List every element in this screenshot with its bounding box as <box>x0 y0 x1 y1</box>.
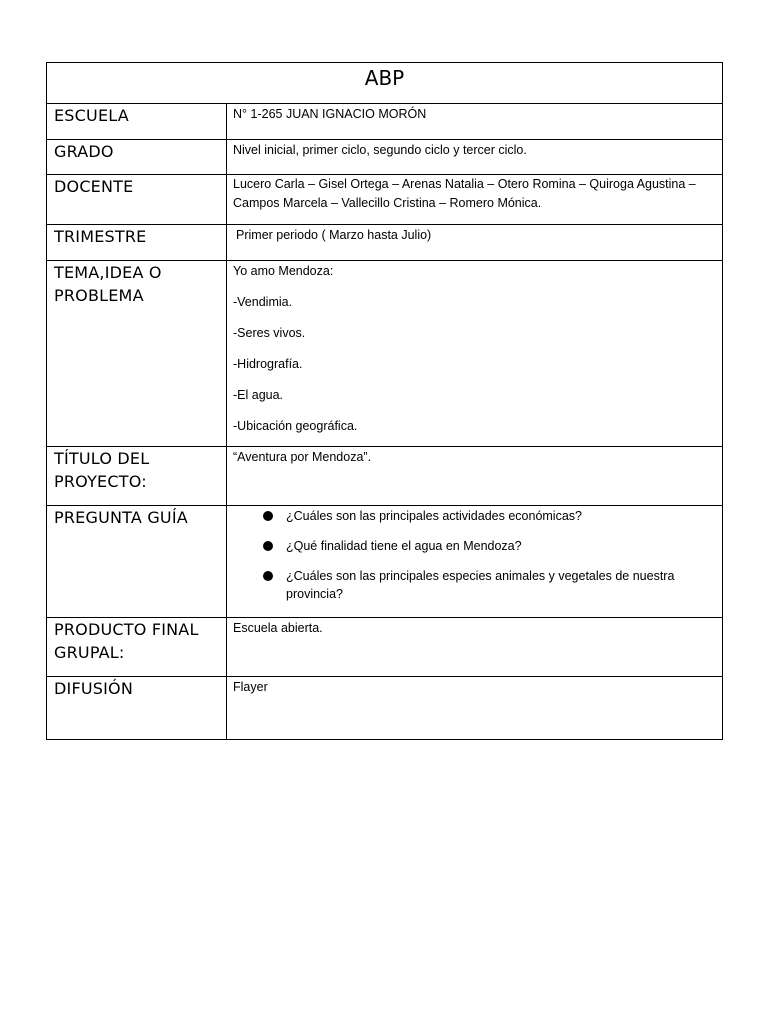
tema-line: -Vendimia. <box>233 295 293 309</box>
trimestre-row <box>47 225 723 261</box>
bullet-icon <box>263 541 273 551</box>
tema-line: -Ubicación geográfica. <box>233 419 358 433</box>
bullet-icon <box>263 571 273 581</box>
pregunta-list <box>233 507 716 603</box>
difusion-value: Flayer <box>227 677 723 740</box>
tema-line: -Seres vivos. <box>233 326 306 340</box>
escuela-value: N° 1-265 JUAN IGNACIO MORÓN <box>227 104 723 140</box>
tema-label-line-1: TEMA,IDEA O <box>54 263 162 282</box>
tema-line: -Hidrografía. <box>233 357 303 371</box>
tema-label <box>47 261 227 447</box>
producto-value: Escuela abierta. <box>227 618 723 677</box>
titulo-value: “Aventura por Mendoza”. <box>227 447 723 506</box>
tema-label-line-2: PROBLEMA <box>54 286 144 305</box>
pregunta-item-text: ¿Qué finalidad tiene el agua en Mendoza? <box>286 539 522 553</box>
trimestre-label: TRIMESTRE <box>47 225 227 261</box>
docente-label: DOCENTE <box>47 175 227 225</box>
producto-label <box>47 618 227 677</box>
document-title: ABP <box>47 63 723 104</box>
tema-value <box>227 261 723 447</box>
escuela-row <box>47 104 723 140</box>
pregunta-value <box>227 506 723 618</box>
list-item <box>260 537 716 555</box>
tema-line: -El agua. <box>233 388 284 402</box>
tema-line: Yo amo Mendoza: <box>233 264 334 278</box>
producto-label-line-2: GRUPAL: <box>54 643 125 662</box>
pregunta-item-text: ¿Cuáles son las principales especies animales y vegetales de nuestra provincia? <box>286 569 675 601</box>
grado-row <box>47 140 723 175</box>
pregunta-row <box>47 506 723 618</box>
trimestre-value-cell <box>227 225 723 261</box>
grado-label: GRADO <box>47 140 227 175</box>
titulo-label-line-2: PROYECTO: <box>54 472 147 491</box>
list-item <box>260 507 716 525</box>
titulo-label-line-1: TÍTULO DEL <box>54 449 150 468</box>
producto-row <box>47 618 723 677</box>
titulo-row <box>47 447 723 506</box>
escuela-label: ESCUELA <box>47 104 227 140</box>
docente-row <box>47 175 723 225</box>
list-item <box>260 567 716 603</box>
bullet-icon <box>263 511 273 521</box>
difusion-row <box>47 677 723 740</box>
producto-label-line-1: PRODUCTO FINAL <box>54 620 199 639</box>
titulo-label <box>47 447 227 506</box>
grado-value: Nivel inicial, primer ciclo, segundo ciclo y tercer ciclo. <box>227 140 723 175</box>
tema-row <box>47 261 723 447</box>
title-row <box>47 63 723 104</box>
difusion-label: DIFUSIÓN <box>47 677 227 740</box>
docente-value: Lucero Carla – Gisel Ortega – Arenas Natalia – Otero Romina – Quiroga Agustina – Campos Marcela – Vallecillo Cristina – Romero Mónica. <box>227 175 723 225</box>
abp-table <box>46 62 723 740</box>
pregunta-item-text: ¿Cuáles son las principales actividades económicas? <box>286 509 582 523</box>
trimestre-value: Primer periodo ( Marzo hasta Julio) <box>236 228 432 242</box>
pregunta-label: PREGUNTA GUÍA <box>47 506 227 618</box>
